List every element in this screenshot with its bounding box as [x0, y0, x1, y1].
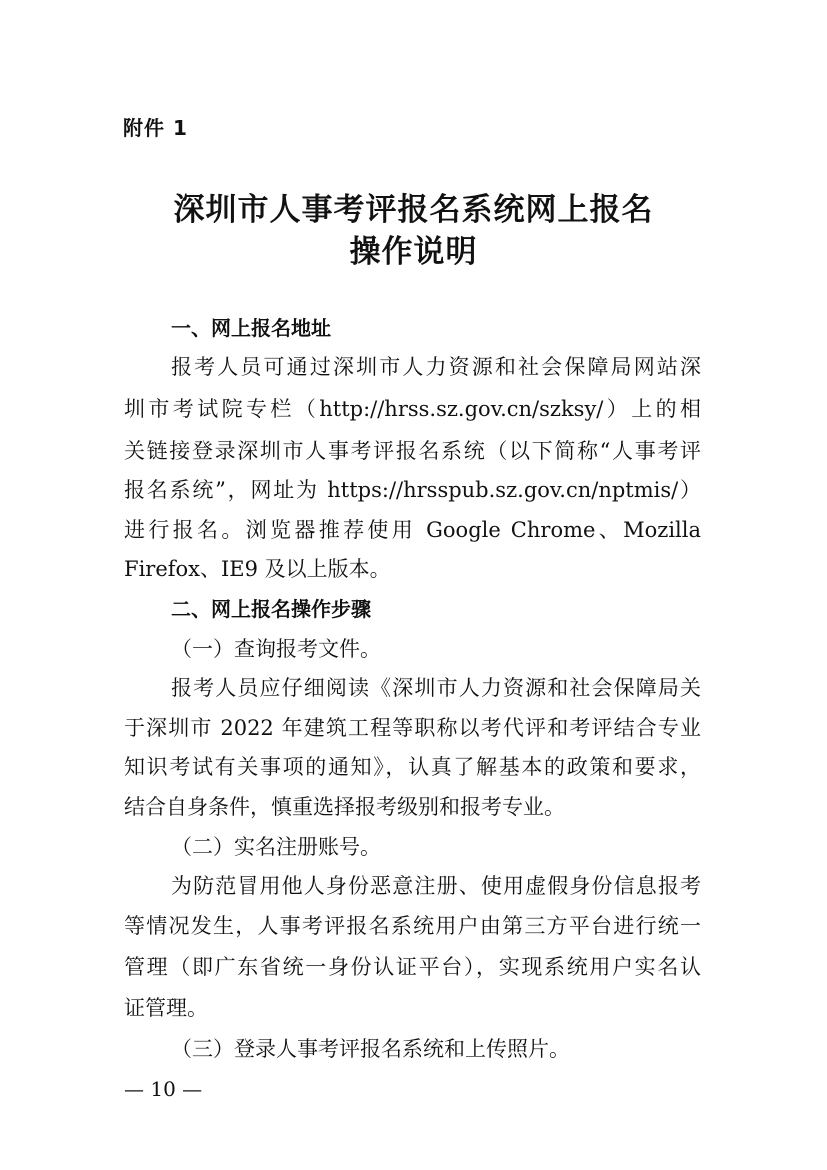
body-line: 于深圳市 2022 年建筑工程等职称以考代评和考评结合专业 [124, 716, 701, 740]
section-heading-1: 一、网上报名地址 [171, 316, 331, 340]
subsection-heading: （三）登录人事考评报名系统和上传照片。 [171, 1037, 570, 1061]
document-title-line-1: 深圳市人事考评报名系统网上报名 [173, 192, 654, 228]
body-line: 报考人员可通过深圳市人力资源和社会保障局网站深 [171, 355, 701, 379]
subsection-heading: （二）实名注册账号。 [171, 835, 381, 859]
body-line: 为防范冒用他人身份恶意注册、使用虚假身份信息报考 [171, 874, 701, 898]
body-line: 证管理。 [124, 996, 208, 1020]
body-line: 知识考试有关事项的通知》，认真了解基本的政策和要求， [124, 755, 701, 779]
body-line: 报名系统”，网址为 https://hrsspub.sz.gov.cn/nptmis/） [124, 478, 701, 502]
body-line: 结合自身条件，慎重选择报考级别和报考专业。 [124, 795, 565, 819]
body-line: 管理（即广东省统一身份认证平台），实现系统用户实名认 [124, 955, 701, 979]
section-heading-2: 二、网上报名操作步骤 [171, 597, 371, 621]
body-line: 关链接登录深圳市人事考评报名系统（以下简称“人事考评 [124, 439, 701, 463]
body-line: 等情况发生，人事考评报名系统用户由第三方平台进行统一 [124, 914, 701, 938]
body-line: Firefox、IE9 及以上版本。 [124, 557, 391, 581]
page-number: — 10 — [124, 1077, 203, 1101]
document-title-line-2: 操作说明 [349, 234, 478, 270]
body-line: 报考人员应仔细阅读《深圳市人力资源和社会保障局关 [171, 676, 701, 700]
subsection-heading: （一）查询报考文件。 [171, 637, 381, 661]
attachment-label: 附件 1 [123, 116, 188, 140]
body-line: 进行报名。浏览器推荐使用 Google Chrome、Mozilla [124, 518, 701, 542]
body-line: 圳市考试院专栏（http://hrss.sz.gov.cn/szksy/）上的相 [124, 397, 701, 421]
